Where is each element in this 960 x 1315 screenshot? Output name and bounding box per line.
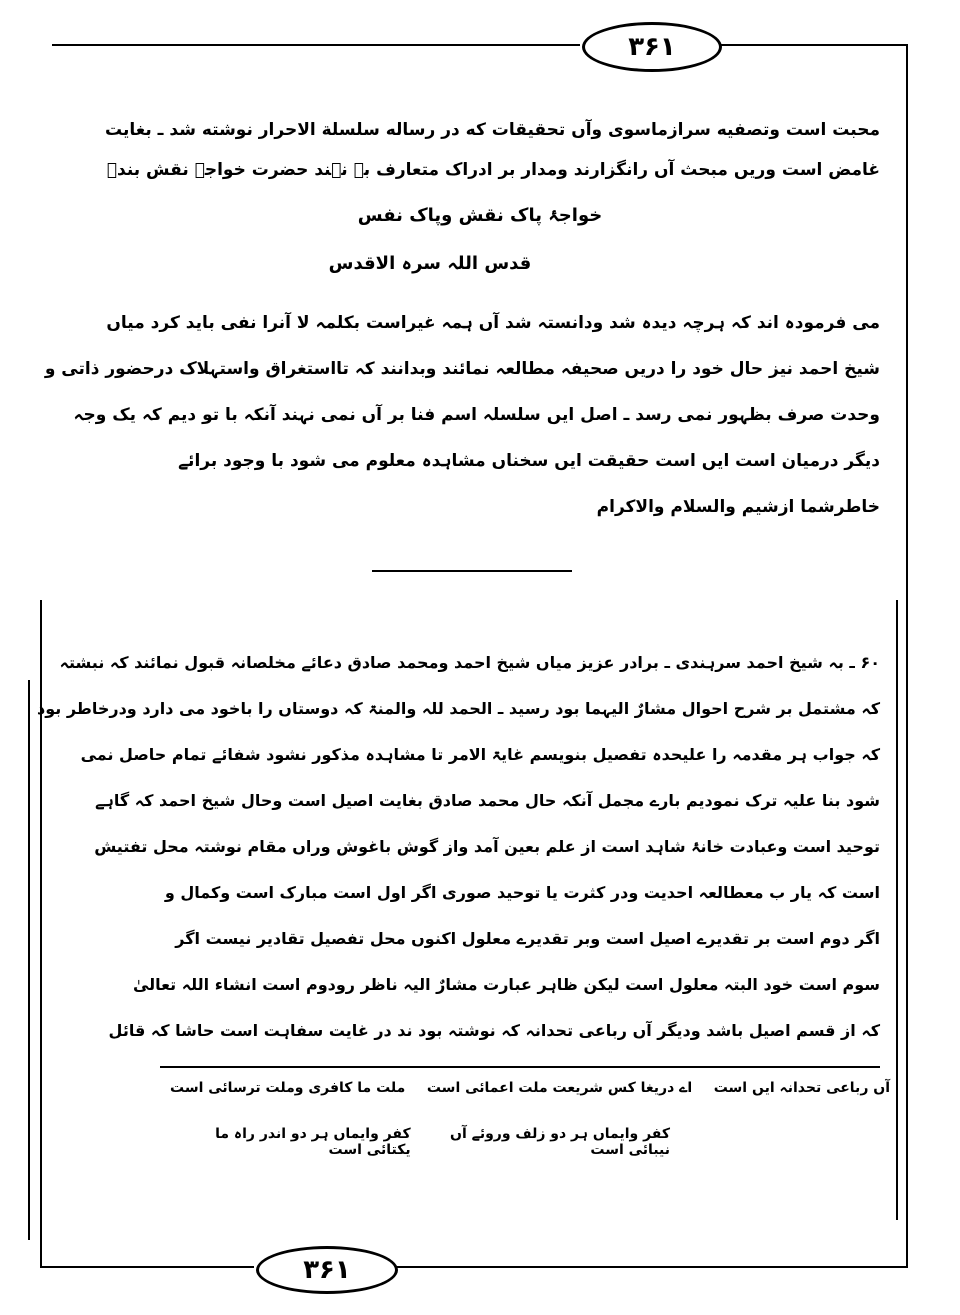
letter-line-6: است کہ یار ب معطالعہ احدیت ودر کثرت یا توحید صوری اگر اول است مبارک است وکمال و (164, 883, 880, 902)
letter-line-8: سوم است خود البتہ معلول است لیکن ظاہر عبارت مشارٌ الیہ ناظر رودوم است انشاء اللہ تعالیٰ (132, 975, 880, 994)
para-line-2: شیخ احمد نیز حال خود را دریں صحیفہ مطالعہ نمائند وبدانند کہ تااستغراق واستہلاک درحضور ذاتی و (44, 359, 880, 379)
letter-line-9: کہ از قسم اصیل باشد ودیگر آں رباعی تحدانہ کہ نوشتہ بود ند در غایت سفاہت است حاشا کہ قائل (108, 1021, 880, 1040)
top-frame-line (52, 44, 580, 46)
section1-heading1 (300, 200, 660, 232)
page-number-top-text: ۳۶۱ (628, 32, 676, 62)
section1-intro (104, 110, 880, 190)
page-number-bottom (256, 1246, 398, 1294)
bottom-frame-line (40, 1266, 254, 1268)
verse-row-2 (170, 1126, 670, 1156)
verse-line-2a: کفر وایماں ہر دو زلف وروئے آں نیبائی است (450, 1126, 670, 1158)
letter-line-7: اگر دوم است بر تقدیرے اصیل است وبر تقدیرے معلول اکنوں محل تفصیل تقادیر نیست اگر (175, 929, 880, 948)
footnote-rule (160, 1066, 880, 1068)
heading2-text: قدس اللہ سرہ الاقدس (328, 253, 532, 274)
verse-line-1a: اے دریغا کس شریعت ملت اعمائی است (426, 1080, 693, 1096)
top-frame-line-right (718, 44, 908, 46)
letter-line-2: کہ مشتمل بر شرح احوال مشارٌ الیہما بود رسید ـ الحمد للہ والمنۃ کہ دوستاں را باخود می دارد ودرخاطر بود (37, 699, 880, 718)
right-frame-line-inner (896, 600, 898, 1220)
letter-line-5: توحید است وعبادت خانۂ شاہد است از علم بعین آمد واز گوش باغوش وراں مقام نوشتہ محل تفتیش (94, 837, 880, 856)
letter-line-1: ۶۰ ـ بہ شیخ احمد سرہندی ـ برادر عزیز میاں شیخ احمد ومحمد صادق دعائے مخلصانہ قبول نمائند کہ نبشتہ (59, 653, 880, 672)
heading1-text: خواجۂ پاک نقش وپاک نفس (357, 205, 603, 226)
verse-line-2b: کفر وایماں ہر دو اندر راہ ما یکتائی است (215, 1126, 411, 1158)
left-frame-line-inner (28, 680, 30, 1240)
verse-line-1b: ملت ما کافری وملت ترسائی است (170, 1080, 406, 1096)
section2-letter (37, 640, 880, 1054)
section1-heading2 (290, 248, 570, 280)
page-number-top (582, 22, 722, 72)
right-frame-line-upper (906, 44, 908, 1266)
verse-intro: آں رباعی تحدانہ ایں است (713, 1080, 890, 1096)
letter-line-3: کہ جواب ہر مقدمہ را علیحدہ تفصیل بنویسم غایۃ الامر تا مشاہدہ مذکور نشود شفائے تمام حاصل نمی (80, 745, 880, 764)
verse-row-1 (170, 1080, 890, 1110)
para-line-3: وحدت صرف بظہور نمی رسد ـ اصل ایں سلسلہ اسم فنا بر آں نمی نہند آنکہ با تو دیم کہ یک وجہ (73, 405, 880, 425)
page-number-bottom-text: ۳۶۱ (303, 1255, 351, 1285)
letter-line-4: شود بنا علیہ ترک نمودیم بارے مجمل آنکہ حال محمد صادق بغایت اصیل است وحال شیخ احمد کہ گاہے (95, 791, 880, 810)
section1-paragraph (44, 300, 880, 530)
para-line-1: می فرمودہ اند کہ ہرچہ دیدہ شد ودانستہ شد آں ہمہ غیراست بکلمہ لا آنرا نفی باید کرد میاں (106, 313, 880, 333)
section1-line-1: محبت است وتصفیه سرازماسوی وآں تحقیقات که در رساله سلسلة الاحرار نوشته شد ـ بغایت (104, 120, 880, 140)
para-line-5: خاطرشما ازشیم والسلام والاکرام (596, 497, 880, 517)
bottom-frame-line-right (394, 1266, 908, 1268)
section1-line-2: غامض است وریں مبحث آں رانگزارند ومدار بر ادراک متعارف بہ نہند حضرت خواجہ نقش بندؒ (106, 160, 880, 180)
section-separator (372, 570, 572, 572)
para-line-4: دیگر درمیان است ایں است حقیقت ایں سخناں مشاہدہ معلوم می شود با وجود برائے (178, 451, 880, 471)
